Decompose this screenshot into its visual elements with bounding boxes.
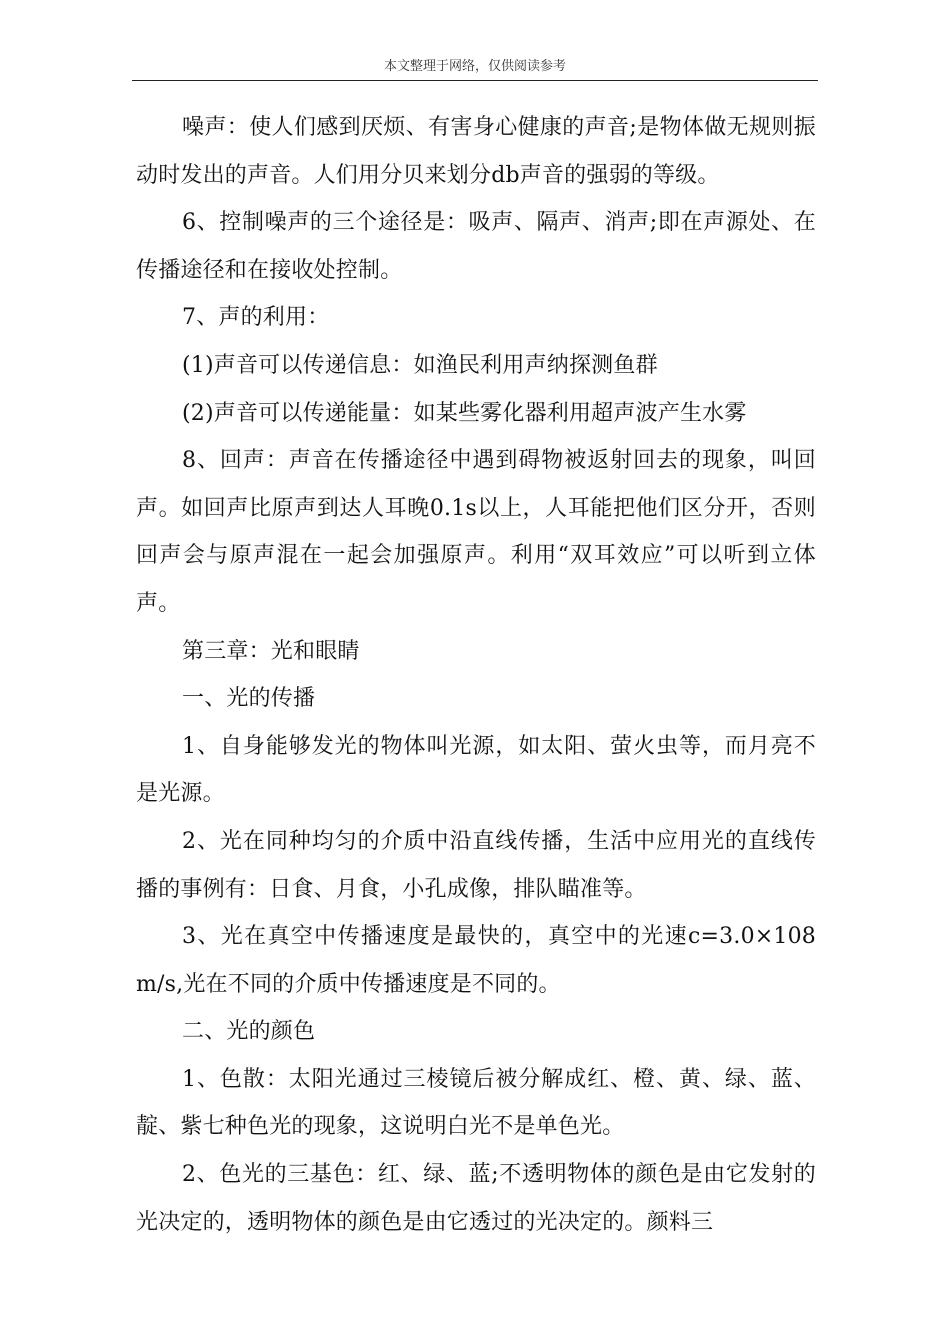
section-heading-light-propagation: 一、光的传播: [182, 686, 316, 712]
paragraph-sound-uses: 7、声的利用：: [182, 305, 330, 331]
paragraph-dispersion: 1、色散：太阳光通过三棱镜后被分解成红、橙、黄、绿、蓝、靛、紫七种色光的现象，这说明白光不是单色光。: [136, 1066, 816, 1140]
header-text: 本文整理于网络，仅供阅读参考: [383, 59, 566, 74]
paragraph-sound-energy: (2)声音可以传递能量：如某些雾化器利用超声波产生水雾: [182, 400, 747, 426]
paragraph-noise-definition: 噪声：使人们感到厌烦、有害身心健康的声音;是物体做无规则振动时发出的声音。人们用分贝来划分db声音的强弱的等级。: [136, 115, 816, 188]
section-heading-light-color: 二、光的颜色: [182, 1019, 316, 1045]
paragraph-light-speed: 3、光在真空中传播速度是最快的，真空中的光速c=3.0×108m/s,光在不同的介质中传播速度是不同的。: [136, 924, 816, 997]
paragraph-straight-line: 2、光在同种均匀的介质中沿直线传播，生活中应用光的直线传播的事例有：日食、月食，小孔成像，排队瞄准等。: [136, 828, 816, 902]
paragraph-light-source: 1、自身能够发光的物体叫光源，如太阳、萤火虫等，而月亮不是光源。: [136, 733, 816, 807]
paragraph-echo: 8、回声：声音在传播途径中遇到碍物被返射回去的现象，叫回声。如回声比原声到达人耳晚0.1s以上，人耳能把他们区分开，否则回声会与原声混在一起会加强原声。利用“双耳效应”可以听到立体声。: [136, 448, 816, 616]
chapter-heading: 第三章：光和眼睛: [182, 638, 360, 664]
paragraph-primary-colors: 2、色光的三基色：红、绿、蓝;不透明物体的颜色是由它发射的光决定的，透明物体的颜色是由它透过的光决定的。颜料三: [136, 1162, 816, 1235]
document-body: [136, 104, 816, 1246]
paragraph-sound-info: (1)声音可以传递信息：如渔民利用声纳探测鱼群: [182, 352, 658, 378]
page-header: [132, 58, 818, 81]
paragraph-noise-control: 6、控制噪声的三个途径是：吸声、隔声、消声;即在声源处、在传播途径和在接收处控制。: [136, 210, 816, 283]
